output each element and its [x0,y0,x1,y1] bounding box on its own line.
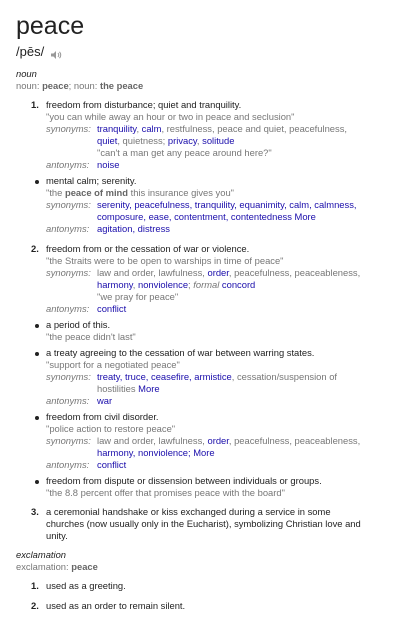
synonyms-label: synonyms: [46,199,91,210]
synonym-example: "can't a man get any peace around here?" [97,147,272,158]
posline-prefix: noun: [16,80,40,91]
synonyms-line [97,135,234,147]
synonyms-line [97,371,337,383]
synonym-text: law and order, lawfulness, [97,435,208,446]
antonyms-label: antonyms: [46,303,90,314]
synonym-link[interactable]: serenity, peacefulness, tranquility, equanimity, calm, calmness, [97,199,357,210]
synonyms-line [97,383,160,395]
antonyms-label: antonyms: [46,223,90,234]
noun-pos-line [16,80,143,92]
example-post: this insurance gives you" [128,187,235,198]
example-bold: peace of mind [64,187,129,198]
synonyms-line [97,211,316,223]
synonym-link[interactable]: nonviolence [138,279,189,290]
synonym-link[interactable]: harmony, nonviolence; [97,447,191,458]
antonym-link[interactable]: conflict [97,459,127,470]
synonyms-line [97,267,360,279]
separator: , [136,123,142,134]
synonym-link[interactable]: calm [141,123,162,134]
sense-number: 1. [31,580,39,591]
synonyms-label: synonyms: [46,435,91,446]
bullet [35,352,39,356]
noun-pos-label: noun [16,68,37,79]
definition: freedom from disturbance; quiet and tranquility. [46,99,242,110]
synonym-text: , peacefulness, peaceableness, [228,435,361,446]
synonym-link[interactable]: harmony [97,279,133,290]
synonym-link[interactable]: quiet [97,135,118,146]
posline-word: peace [42,80,69,91]
antonyms-line [97,395,112,407]
pronunciation [16,44,63,59]
synonyms-line [97,447,215,459]
synonym-text: , quietness; [117,135,168,146]
synonym-example: "we pray for peace" [97,291,179,302]
synonyms-line [97,199,357,211]
synonym-link[interactable]: composure, ease, contentment, contentedness [97,211,292,222]
posline-word: peace [71,561,98,572]
synonyms-label: synonyms: [46,371,91,382]
sense-number: 2. [31,243,39,254]
synonym-link[interactable]: solitude [202,135,235,146]
antonyms-line [97,159,119,171]
antonyms-line [97,459,126,471]
sense-number: 2. [31,600,39,611]
separator: , [196,135,203,146]
example: "support for a negotiated peace" [46,359,180,370]
headword: peace [16,12,85,40]
synonym-text: law and order, lawfulness, [97,267,208,278]
synonym-link[interactable]: privacy [167,135,197,146]
speaker-icon[interactable] [51,48,63,58]
posline-prefix: exclamation: [16,561,69,572]
synonym-link[interactable]: order [207,435,229,446]
definition: a period of this. [46,319,111,330]
synonym-text: , restfulness, peace and quiet, peacefulness, [161,123,347,134]
definition: freedom from dispute or dissension between individuals or groups. [46,475,322,486]
definition: used as a greeting. [46,580,126,591]
antonym-link[interactable]: noise [97,159,120,170]
bullet [35,480,39,484]
definition-line: churches (now usually only in the Eucharist), symbolizing Christian love and [46,518,361,529]
definition-line: a ceremonial handshake or kiss exchanged during a service in some [46,506,331,517]
antonym-link[interactable]: agitation, distress [97,223,170,234]
definition: freedom from or the cessation of war or violence. [46,243,250,254]
definition: mental calm; serenity. [46,175,137,186]
definition: freedom from civil disorder. [46,411,159,422]
separator: ; [188,279,194,290]
synonym-link[interactable]: treaty, truce, ceasefire, armistice [97,371,232,382]
antonyms-label: antonyms: [46,159,90,170]
synonyms-label: synonyms: [46,267,91,278]
example: "you can while away an hour or two in peace and seclusion" [46,111,295,122]
definition: used as an order to remain silent. [46,600,186,611]
pronunciation-text: /pēs/ [16,44,45,59]
antonyms-line [97,223,170,235]
synonyms-label: synonyms: [46,123,91,134]
bullet [35,416,39,420]
synonym-text: , peacefulness, peaceableness, [228,267,361,278]
synonyms-line [97,435,360,447]
example: "the 8.8 percent offer that promises peace with the board" [46,487,285,498]
synonym-link[interactable]: order [207,267,229,278]
synonym-text: , cessation/suspension of [231,371,338,382]
more-link[interactable]: More [138,383,160,394]
example: "the Straits were to be open to warships in time of peace" [46,255,284,266]
antonyms-label: antonyms: [46,395,90,406]
more-link[interactable]: More [193,447,215,458]
example: "police action to restore peace" [46,423,176,434]
example: "the peace didn't last" [46,331,136,342]
definition-line: unity. [46,530,68,541]
more-link[interactable]: More [294,211,316,222]
antonyms-label: antonyms: [46,459,90,470]
sense-number: 1. [31,99,39,110]
example-pre: "the [46,187,65,198]
separator: , [132,279,138,290]
bullet [35,180,39,184]
bullet [35,324,39,328]
antonyms-line [97,303,126,315]
exclamation-pos-line [16,561,98,573]
antonym-link[interactable]: conflict [97,303,127,314]
definition: a treaty agreeing to the cessation of war between warring states. [46,347,315,358]
synonym-link[interactable]: concord [221,279,256,290]
synonym-text: hostilities [97,383,136,394]
example [46,187,234,199]
exclamation-pos-label: exclamation [16,549,67,560]
synonyms-line [97,123,347,135]
register-label: formal [193,279,220,290]
posline-mid: ; noun: [68,80,98,91]
posline-phrase: the peace [99,80,144,91]
synonym-link[interactable]: tranquility [97,123,137,134]
antonym-link[interactable]: war [97,395,113,406]
synonyms-line [97,279,255,291]
sense-number: 3. [31,506,39,517]
